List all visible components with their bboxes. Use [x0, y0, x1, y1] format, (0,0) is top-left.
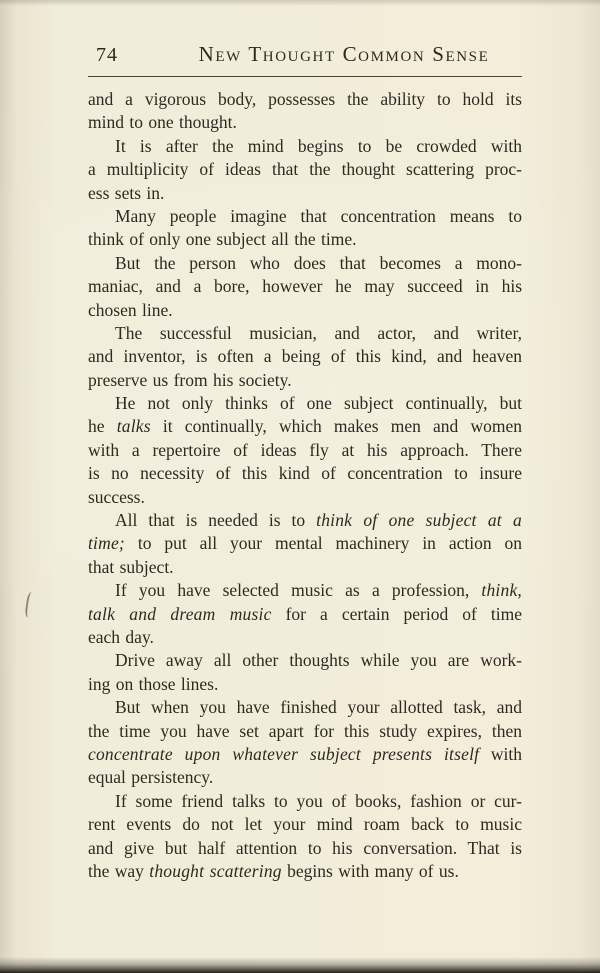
- text-line: that subject.: [88, 556, 174, 577]
- paragraph: [88, 88, 522, 135]
- page-number: 74: [96, 44, 118, 66]
- photo-edge-bottom: [0, 957, 600, 973]
- text-line: maniac, and a bore, however he may succeed in his: [88, 276, 522, 297]
- paragraph: [88, 790, 522, 884]
- text-line: is no necessity of this kind of concentration to insure: [88, 463, 522, 484]
- paragraph: [88, 696, 522, 790]
- text-line: rent events do not let your mind roam back to music: [88, 814, 522, 835]
- text-line: he talks it continually, which makes men and women: [88, 416, 522, 437]
- text-line: It is after the mind begins to be crowded with: [115, 135, 522, 156]
- paragraph: [88, 205, 522, 252]
- text-line: equal persistency.: [88, 767, 214, 788]
- paragraph: [88, 322, 522, 392]
- text-line: Drive away all other thoughts while you are work-: [115, 650, 522, 671]
- text-line: He not only thinks of one subject continually, but: [115, 393, 522, 414]
- text-line: the way thought scattering begins with many of us.: [88, 860, 459, 881]
- page-content: [88, 42, 522, 883]
- paragraph: [88, 509, 522, 579]
- text-line: success.: [88, 486, 145, 507]
- text-line: preserve us from his society.: [88, 369, 292, 390]
- paragraph: [88, 252, 522, 322]
- text-line: Many people imagine that concentration means to: [115, 205, 522, 226]
- text-line: and inventor, is often a being of this kind, and heaven: [88, 346, 522, 367]
- text-line: with a repertoire of ideas fly at his approach. There: [88, 439, 522, 460]
- header-rule: [88, 76, 522, 77]
- text-line: and give but half attention to his conversation. That is: [88, 837, 522, 858]
- text-line: each day.: [88, 626, 154, 647]
- text-line: talk and dream music for a certain period of time: [88, 603, 522, 624]
- text-line: time; to put all your mental machinery in action on: [88, 533, 522, 554]
- text-line: think of only one subject all the time.: [88, 229, 357, 250]
- text-line: But the person who does that becomes a mono-: [115, 252, 522, 273]
- text-line: If some friend talks to you of books, fashion or cur-: [115, 790, 522, 811]
- text-line: The successful musician, and actor, and writer,: [115, 322, 522, 343]
- text-line: If you have selected music as a profession, think,: [115, 580, 522, 601]
- page-header: [88, 42, 522, 72]
- page-edge-mark: [24, 592, 36, 619]
- text-line: All that is needed is to think of one subject at a: [115, 510, 522, 531]
- paragraph: [88, 579, 522, 649]
- text-line: mind to one thought.: [88, 112, 237, 133]
- body-text: [88, 88, 522, 883]
- text-line: chosen line.: [88, 299, 173, 320]
- page-title: New Thought Common Sense: [198, 42, 490, 66]
- text-line: But when you have finished your allotted task, and: [115, 697, 522, 718]
- text-line: ing on those lines.: [88, 673, 219, 694]
- paragraph: [88, 392, 522, 509]
- text-line: concentrate upon whatever subject presents itself with: [88, 743, 522, 764]
- photo-edge-top: [0, 0, 600, 6]
- text-line: and a vigorous body, possesses the ability to hold its: [88, 89, 522, 109]
- paragraph: [88, 135, 522, 205]
- paragraph: [88, 649, 522, 696]
- text-line: ess sets in.: [88, 182, 165, 203]
- text-line: the time you have set apart for this study expires, then: [88, 720, 522, 741]
- text-line: a multiplicity of ideas that the thought scattering proc-: [88, 159, 522, 180]
